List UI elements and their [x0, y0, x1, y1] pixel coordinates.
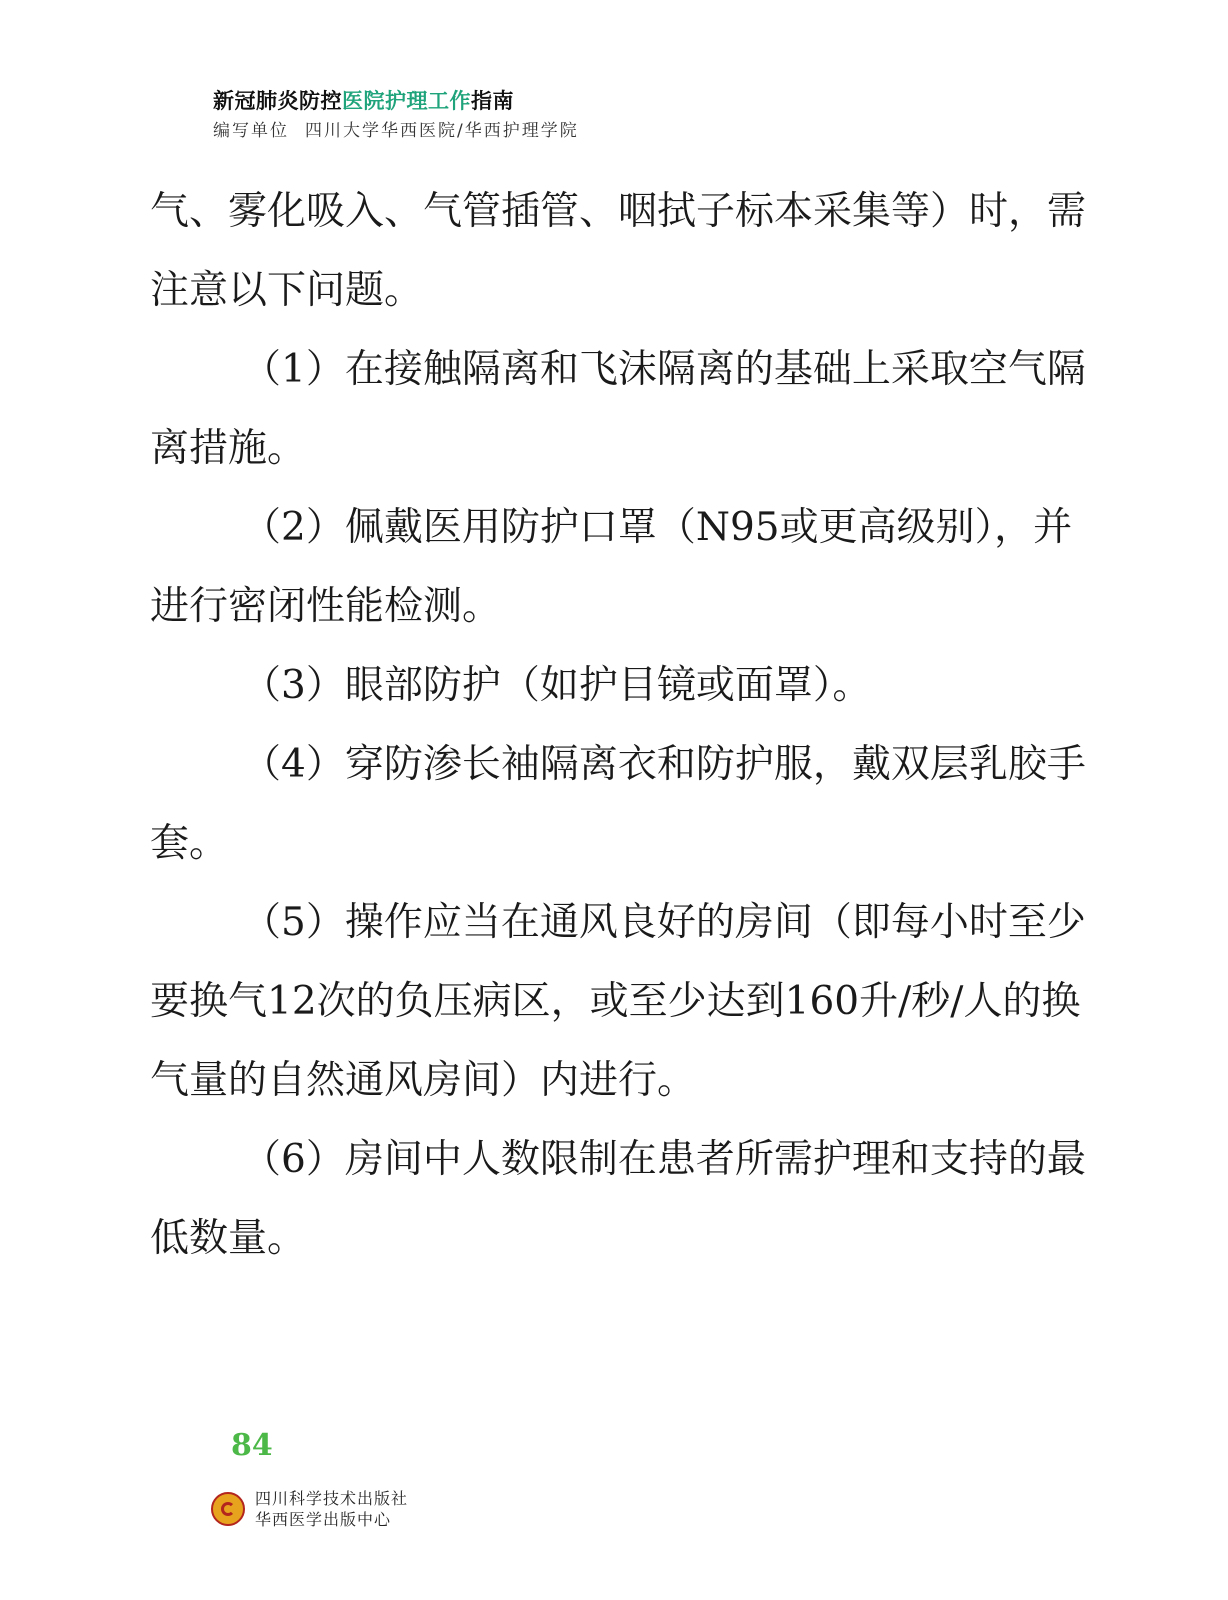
book-title-accent: 医院护理工作 [342, 89, 471, 113]
paragraph-continuation: 气、雾化吸入、气管插管、咽拭子标本采集等）时，需注意以下问题。 [150, 189, 1087, 313]
book-title [213, 86, 579, 116]
body-text [150, 172, 1090, 1278]
publisher-line-1: 四川科学技术出版社 [255, 1489, 409, 1508]
publisher-footer [211, 1488, 408, 1530]
running-header [213, 86, 579, 144]
paragraph-item-5: （5）操作应当在通风良好的房间（即每小时至少要换气12次的负压病区，或至少达到160升/秒/人的换气量的自然通风房间）内进行。 [150, 900, 1086, 1103]
paragraph-item-6: （6）房间中人数限制在患者所需护理和支持的最低数量。 [150, 1137, 1086, 1261]
paragraph-item-2: （2）佩戴医用防护口罩（N95或更高级别），并进行密闭性能检测。 [150, 505, 1073, 629]
publisher-names [255, 1488, 408, 1530]
paragraph-item-4: （4）穿防渗长袖隔离衣和防护服，戴双层乳胶手套。 [150, 742, 1086, 866]
book-title-prefix: 新冠肺炎防控 [213, 89, 342, 113]
paragraph-item-1: （1）在接触隔离和飞沫隔离的基础上采取空气隔离措施。 [150, 347, 1086, 471]
publisher-line-2: 华西医学出版中心 [255, 1510, 392, 1529]
paragraph-item-3: （3）眼部防护（如护目镜或面罩）。 [242, 663, 872, 708]
author-value: 四川大学华西医院/华西护理学院 [305, 121, 579, 141]
author-line [213, 118, 579, 144]
publisher-logo-icon [211, 1492, 245, 1526]
author-label: 编写单位 [213, 121, 289, 141]
book-title-suffix: 指南 [471, 89, 514, 113]
page-number: 84 [231, 1428, 273, 1463]
